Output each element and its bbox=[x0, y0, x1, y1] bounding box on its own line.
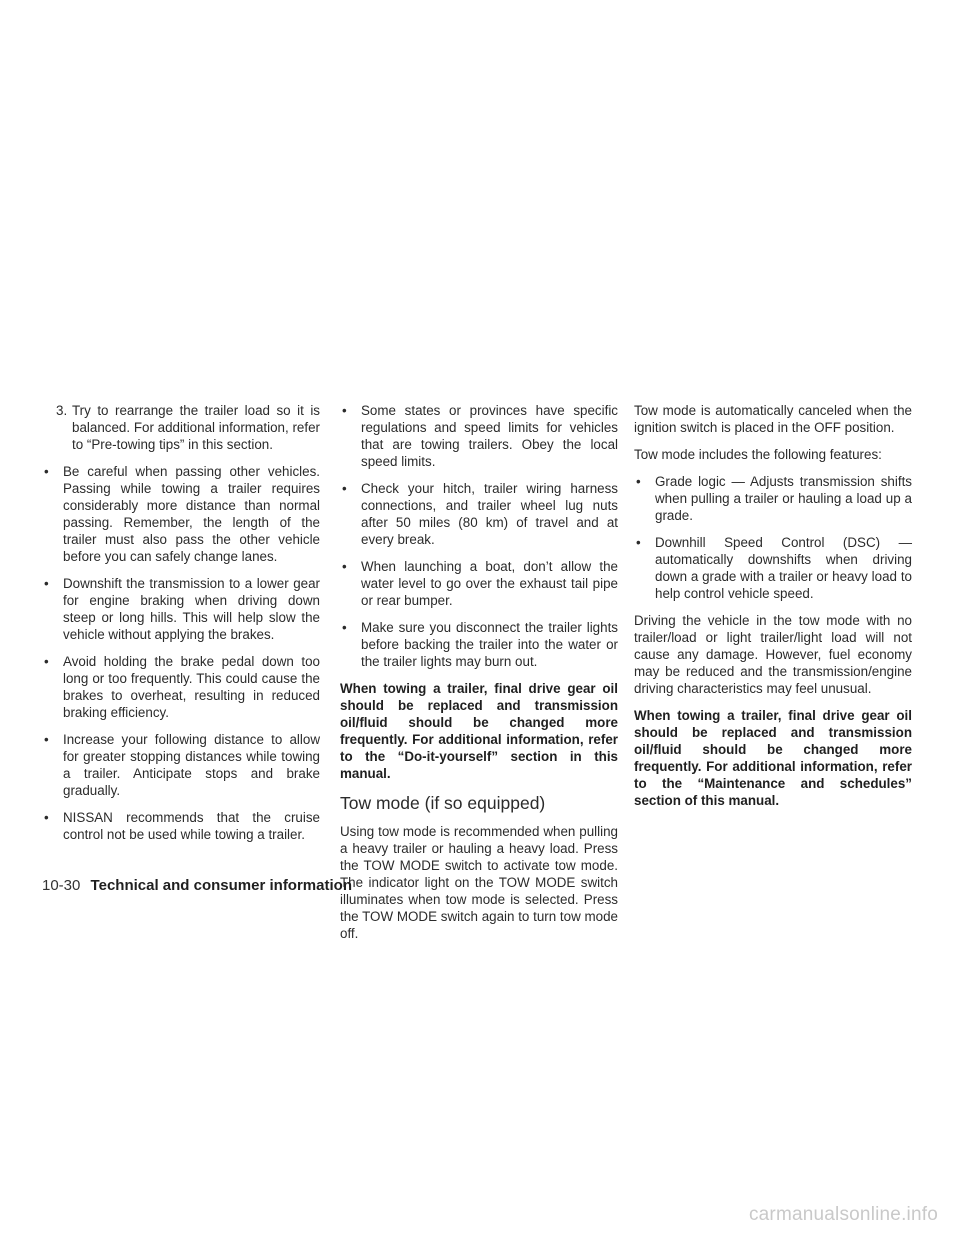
bullet-icon: • bbox=[44, 654, 49, 669]
bullet-text: Be careful when passing other vehicles. Passing while towing a trailer requires considerably more distance than normal passing. Remember, the length of the trailer must also pass the other vehicle before you can safely change lanes. bbox=[63, 464, 320, 564]
section-heading-tow-mode: Tow mode (if so equipped) bbox=[340, 793, 546, 813]
bullet-icon: • bbox=[636, 535, 641, 550]
bullet-text: Downshift the transmission to a lower gear for engine braking when driving down steep or long hills. This will help slow the vehicle without applying the brakes. bbox=[63, 576, 320, 642]
bullet-item-check-hitch bbox=[340, 480, 618, 548]
item-text: Try to rearrange the trailer load so it is balanced. For additional information, refer to “Pre-towing tips” in this section. bbox=[72, 403, 320, 452]
tow-mode-features-intro: Tow mode includes the following features: bbox=[634, 447, 882, 462]
section-title: Technical and consumer information bbox=[90, 877, 352, 894]
bullet-text: Make sure you disconnect the trailer lights before backing the trailer into the water or the trailer lights may burn out. bbox=[361, 620, 618, 669]
bullet-item-cruise-control bbox=[42, 809, 320, 843]
bullet-icon: • bbox=[44, 464, 49, 479]
bullet-icon: • bbox=[342, 620, 347, 635]
bullet-text: When launching a boat, don’t allow the water level to go over the exhaust tail pipe or rear bumper. bbox=[361, 559, 618, 608]
no-trailer-paragraph: Driving the vehicle in the tow mode with no trailer/load or light trailer/light load will not cause any damage. However, fuel economy may be reduced and the transmission/engine driving characteristics may feel unusual. bbox=[634, 613, 912, 696]
bullet-item-brake-pedal bbox=[42, 653, 320, 721]
bullet-item-trailer-lights bbox=[340, 619, 618, 670]
bullet-text: Check your hitch, trailer wiring harness connections, and trailer wheel lug nuts after 50 miles (80 km) of travel and at every break. bbox=[361, 481, 618, 547]
bullet-item-launching-boat bbox=[340, 558, 618, 609]
bullet-icon: • bbox=[44, 576, 49, 591]
bullet-icon: • bbox=[342, 559, 347, 574]
bullet-text: Increase your following distance to allow for greater stopping distances while towing a trailer. Anticipate stops and brake gradually. bbox=[63, 732, 320, 798]
numbered-item-3 bbox=[42, 402, 320, 453]
gear-oil-warning: When towing a trailer, final drive gear oil should be replaced and transmission oil/fluid should be changed more frequently. For additional information, refer to the “Do-it-yourself” section in this manual. bbox=[340, 681, 618, 781]
maintenance-warning: When towing a trailer, final drive gear oil should be replaced and transmission oil/fluid should be changed more frequently. For additional information, refer to the “Maintenance and schedules” section of this manual. bbox=[634, 708, 912, 808]
bullet-text: Grade logic — Adjusts transmission shifts when pulling a trailer or hauling a load up a grade. bbox=[655, 474, 912, 523]
bullet-text: NISSAN recommends that the cruise control not be used while towing a trailer. bbox=[63, 810, 320, 842]
bullet-item-following-distance bbox=[42, 731, 320, 799]
tow-mode-paragraph: Using tow mode is recommended when pulling a heavy trailer or hauling a heavy load. Press the TOW MODE switch to activate tow mode. The indicator light on the TOW MODE switch illuminates when tow mode is selected. Press the TOW MODE switch again to turn tow mode off. bbox=[340, 824, 618, 941]
page-number: 10-30 bbox=[42, 877, 81, 894]
bullet-icon: • bbox=[44, 810, 49, 825]
bullet-icon: • bbox=[44, 732, 49, 747]
bullet-item-downshift bbox=[42, 575, 320, 643]
bullet-item-grade-logic bbox=[634, 473, 912, 524]
column-3 bbox=[634, 402, 912, 819]
bullet-item-speed-limits bbox=[340, 402, 618, 470]
bullet-text: Downhill Speed Control (DSC) — automatically downshifts when driving down a grade with a trailer or heavy load to help control vehicle speed. bbox=[655, 535, 912, 601]
bullet-icon: • bbox=[342, 481, 347, 496]
column-1 bbox=[42, 402, 320, 853]
bullet-icon: • bbox=[342, 403, 347, 418]
item-number: 3. bbox=[56, 403, 68, 418]
bullet-text: Avoid holding the brake pedal down too long or too frequently. This could cause the brakes to overheat, resulting in reduced braking efficiency. bbox=[63, 654, 320, 720]
page-footer bbox=[42, 876, 352, 896]
bullet-text: Some states or provinces have specific regulations and speed limits for vehicles that are towing trailers. Obey the local speed limits. bbox=[361, 403, 618, 469]
bullet-item-downhill-speed-control bbox=[634, 534, 912, 602]
bullet-item-passing bbox=[42, 463, 320, 565]
bullet-icon: • bbox=[636, 474, 641, 489]
watermark: carmanualsonline.info bbox=[748, 1204, 938, 1225]
tow-mode-canceled-paragraph: Tow mode is automatically canceled when the ignition switch is placed in the OFF position. bbox=[634, 403, 912, 435]
column-2 bbox=[340, 402, 618, 952]
